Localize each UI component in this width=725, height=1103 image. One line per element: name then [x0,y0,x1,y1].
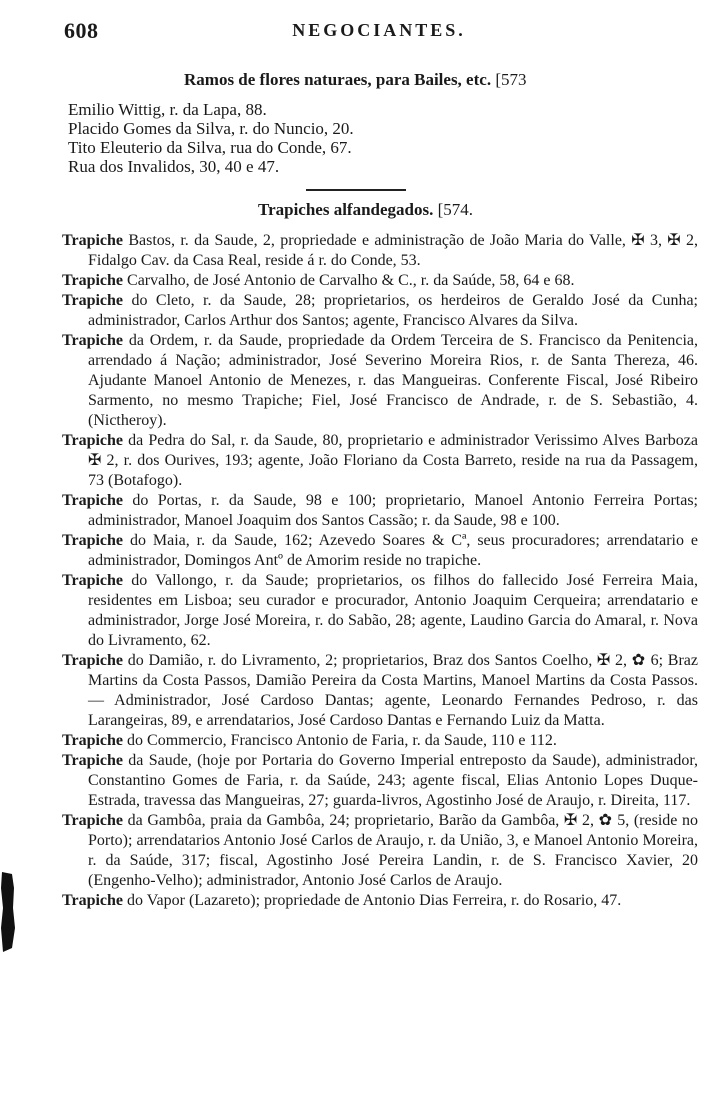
section-573-title: Ramos de flores naturaes, para Bailes, etc. [184,70,492,89]
entry-head: Trapiche [62,812,124,829]
trapiche-list [62,231,698,911]
entry-head: Trapiche [62,572,124,589]
list-item [62,491,698,531]
entry-text: do Damião, r. do Livramento, 2; proprietarios, Braz dos Santos Coelho, ✠ 2, ✿ 6; Braz Martins da Costa Passos, Damião Pereira da Costa Martins, Manoel Martins da Costa Passos. — Administrador, José Cardoso Dantas; agente, Leonardo Fernandes Pedroso, r. das Larangeiras, 89, e arrendatarios, José Cardoso Dantas e Fernando Luiz da Matta. [88,652,698,729]
entry-text: do Vapor (Lazareto); propriedade de Antonio Dias Ferreira, r. do Rosario, 47. [123,892,622,909]
entry-text: da Ordem, r. da Saude, propriedade da Ordem Terceira de S. Francisco da Penitencia, arrendado á Nação; administrador, José Severino Moreira Rios, r. de Santa Thereza, 46. Ajudante Manoel Antonio de Menezes, r. das Mangueiras. Conferente Fiscal, José Ribeiro Sarmento, no mesmo Trapiche; Fiel, José Francisco de Andrade, r. de S. Sebastião, 4. (Nictheroy). [88,332,698,429]
list-item [62,751,698,811]
list-item: Emilio Wittig, r. da Lapa, 88. [68,100,267,119]
ink-blot-mark [0,868,16,954]
entry-head: Trapiche [62,292,124,309]
entry-text: da Gambôa, praia da Gambôa, 24; proprietario, Barão da Gambôa, ✠ 2, ✿ 5, (reside no Porto); arrendatarios Antonio José Carlos de Araujo, r. da União, 3, e Manoel Antonio Moreira, r. da Saúde, 317; fiscal, Agostinho José Pereira Landin, r. de S. Francisco Xavier, 20 (Engenho-Velho); administrador, Antonio José Carlos de Araujo. [88,812,698,889]
section-573-heading [184,70,526,90]
entry-text: da Saude, (hoje por Portaria do Governo Imperial entreposto da Saude), administrador, Constantino Gomes de Faria, r. da Saúde, 243; agente fiscal, Elias Antonio Lopes Duque-Estrada, travessa das Mangueiras, 27; guarda-livros, Agostinho José de Araujo, r. Direita, 117. [88,752,698,809]
list-item [62,651,698,731]
section-574-number: [574. [437,200,474,219]
list-item [62,531,698,571]
running-title: NEGOCIANTES. [292,20,466,40]
entry-head: Trapiche [62,652,124,669]
entry-text: do Vallongo, r. da Saude; proprietarios, os filhos do fallecido José Ferreira Maia, residentes em Lisboa; seu curador e procurador, Antonio Joaquim Cerqueira; arrendatario e administrador, Jorge José Moreira, r. do Sabão, 28; agente, Laudino Garcia do Amaral, r. Nova do Livramento, 62. [88,572,698,649]
section-divider [306,189,406,191]
entry-head: Trapiche [62,272,124,289]
page-number: 608 [64,18,99,43]
section-574-title: Trapiches alfandegados. [258,200,434,219]
entry-text: do Cleto, r. da Saude, 28; proprietarios, os herdeiros de Geraldo José da Cunha; administrador, Carlos Arthur dos Santos; agente, Francisco Alvares da Silva. [88,292,698,329]
list-item [62,571,698,651]
entry-head: Trapiche [62,432,124,449]
entry-head: Trapiche [62,732,124,749]
list-item [62,331,698,431]
entry-text: Carvalho, de José Antonio de Carvalho & C., r. da Saúde, 58, 64 e 68. [123,272,575,289]
entry-head: Trapiche [62,892,124,909]
list-item [62,731,698,751]
entry-head: Trapiche [62,332,124,349]
page-header [64,14,694,48]
list-item [62,291,698,331]
list-item [62,891,698,911]
list-item [62,811,698,891]
entry-text: da Pedra do Sal, r. da Saude, 80, proprietario e administrador Verissimo Alves Barboza ✠ 2, r. dos Ourives, 193; agente, João Floriano da Costa Barreto, reside na rua da Passagem, 73 (Botafogo). [88,432,698,489]
entry-head: Trapiche [62,532,124,549]
list-item [62,271,698,291]
entry-head: Trapiche [62,752,124,769]
entry-text: Bastos, r. da Saude, 2, propriedade e administração de João Maria do Valle, ✠ 3, ✠ 2, Fidalgo Cav. da Casa Real, reside á r. do Conde, 53. [88,232,698,269]
list-item: Tito Eleuterio da Silva, rua do Conde, 67. [68,138,352,157]
section-574-heading [258,200,473,220]
list-item: Placido Gomes da Silva, r. do Nuncio, 20. [68,119,354,138]
entry-head: Trapiche [62,232,124,249]
list-item [62,231,698,271]
entry-text: do Portas, r. da Saude, 98 e 100; proprietario, Manoel Antonio Ferreira Portas; administrador, Manoel Joaquim dos Santos Cassão; r. da Saude, 98 e 100. [88,492,698,529]
section-573-number: [573 [495,70,527,89]
entry-text: do Commercio, Francisco Antonio de Faria, r. da Saude, 110 e 112. [123,732,557,749]
list-item [62,431,698,491]
entry-head: Trapiche [62,492,124,509]
entry-text: do Maia, r. da Saude, 162; Azevedo Soares & Cª, seus procuradores; arrendatario e administrador, Domingos Antº de Amorim reside no trapiche. [88,532,698,569]
list-item: Rua dos Invalidos, 30, 40 e 47. [68,157,280,176]
